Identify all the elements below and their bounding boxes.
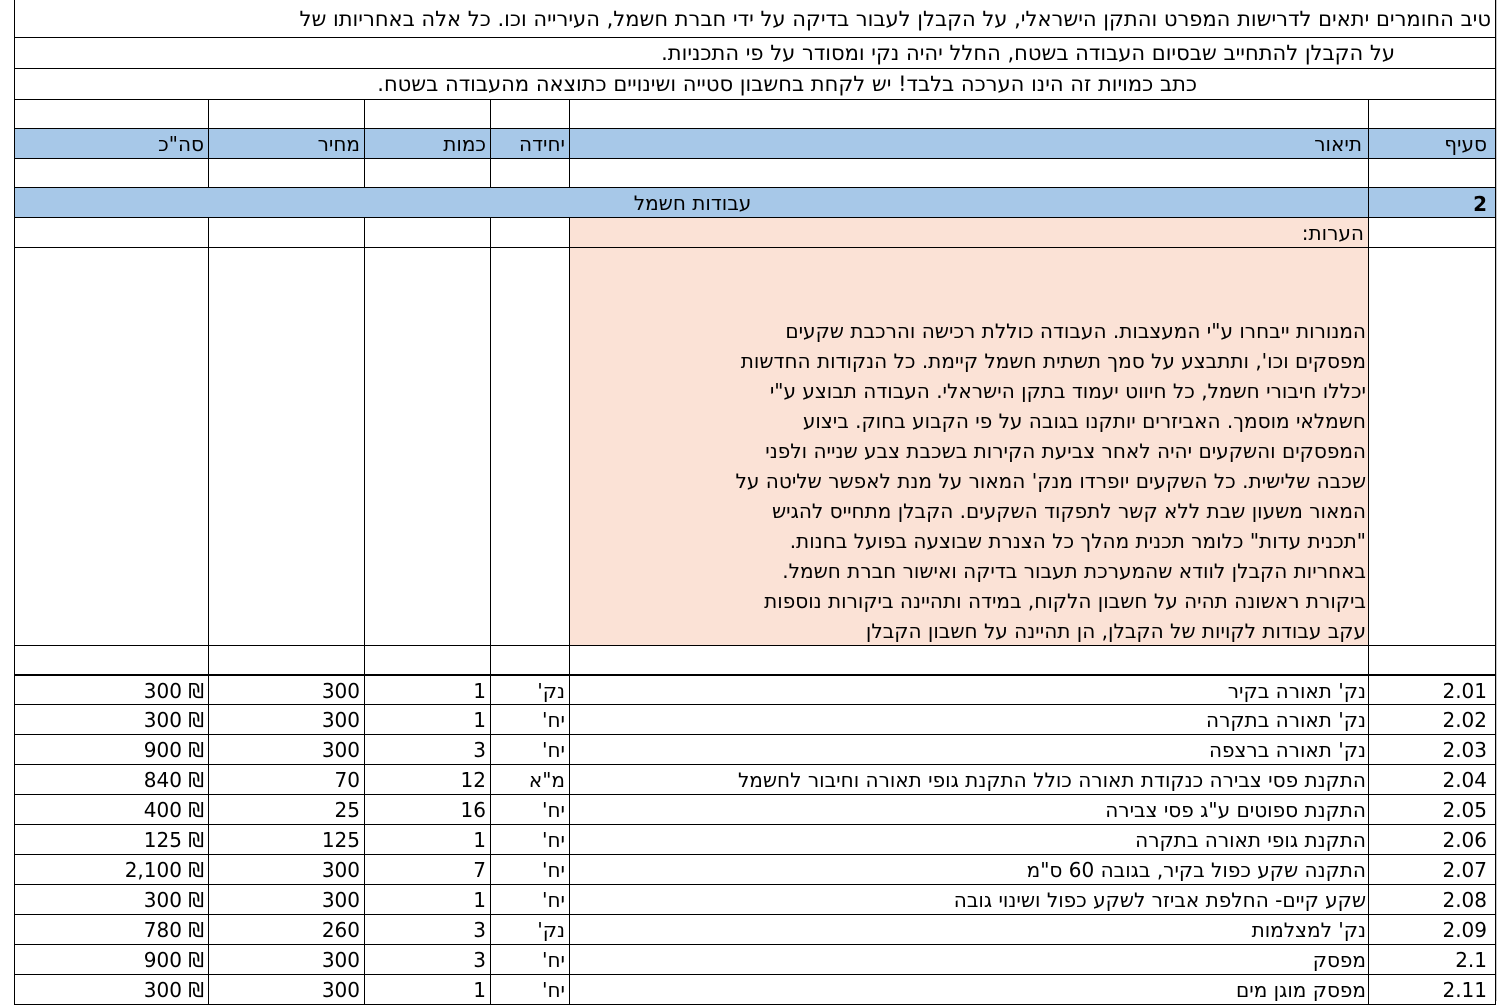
cell-description[interactable] [570,765,1369,795]
cell[interactable] [491,218,570,248]
cell[interactable] [209,100,365,129]
cell[interactable] [14,159,209,188]
item-section: 2.11 [1442,978,1487,1002]
empty-row [0,646,1500,675]
cell[interactable] [1369,646,1496,675]
notes-line: חשמלאי מוסמך. האביזרים יותקנו בגובה על פי הקבוע בחוק. ביצוע [802,409,1366,433]
cell[interactable] [14,248,209,646]
table-row [0,705,1500,735]
intro-line-2: על הקבלן להתחייב שבסיום העבודה בשטח, החלל יהיה נקי ומסודר על פי התכניות. [661,41,1395,65]
notes-line: "תכנית עדות" כלומר תכנית מהלך כל הצנרת שבוצעה בפועל בחנות. [789,529,1366,553]
item-quantity: 7 [473,858,486,882]
notes-line: עקב עבודות לקויות של הקבלן, הן תהיינה על חשבון הקבלן [865,619,1366,643]
item-unit: יח' [541,858,565,882]
item-price: 300 [321,978,360,1002]
cell-quantity[interactable] [365,945,491,975]
header-total-label: סה"כ [158,132,204,156]
intro-cell-3[interactable] [14,69,1496,100]
cell-total[interactable] [14,885,209,915]
item-price: 70 [334,768,360,792]
item-section: 2.01 [1442,679,1487,703]
cell-quantity[interactable] [365,855,491,885]
cell-description[interactable] [570,945,1369,975]
cell[interactable] [570,646,1369,675]
cell-price[interactable] [209,765,365,795]
notes-line: ביקורת ראשונה תהיה על חשבון הלקוח, במידה ותהיינה ביקורות נוספות [764,589,1366,613]
empty-row [0,159,1500,188]
cell-unit[interactable] [491,855,570,885]
notes-line: המנורות ייבחרו ע"י המעצבות. העבודה כוללת רכישה והרכבת שקעים [785,319,1366,343]
cell-quantity[interactable] [365,675,491,705]
table-row [0,915,1500,945]
cell[interactable] [365,218,491,248]
header-quantity-label: כמות [443,132,486,156]
cell-price[interactable] [209,915,365,945]
item-description: שקע קיים- החלפת אביזר לשקע כפול ושינוי גובה [953,888,1366,912]
cell[interactable] [14,646,209,675]
notes-line: יכללו חיבורי חשמל, כל חיווט יעמוד בתקן הישראלי. העבודה תבוצע ע"י [769,379,1366,403]
cell-price[interactable] [209,675,365,705]
cell-section[interactable] [1369,915,1496,945]
item-quantity: 3 [473,948,486,972]
cell-quantity[interactable] [365,735,491,765]
cell-unit[interactable] [491,675,570,705]
item-quantity: 1 [473,888,486,912]
item-section: 2.04 [1442,768,1487,792]
cell-quantity[interactable] [365,795,491,825]
cell-total[interactable] [14,705,209,735]
item-price: 300 [321,948,360,972]
category-row [0,188,1500,218]
cell-section[interactable] [1369,885,1496,915]
item-description: התקנת ספוטים ע"ג פסי צבירה [1105,798,1366,822]
item-price: 300 [321,858,360,882]
item-price: 260 [321,918,360,942]
cell-total[interactable] [14,945,209,975]
item-section: 2.06 [1442,828,1487,852]
item-quantity: 1 [473,708,486,732]
header-section[interactable] [1369,129,1496,159]
cell-quantity[interactable] [365,825,491,855]
cell[interactable] [209,218,365,248]
item-total: ₪ 900 [143,738,204,762]
cell-unit[interactable] [491,705,570,735]
cell[interactable] [14,100,209,129]
table-row [0,675,1500,705]
table-row [0,735,1500,765]
notes-line: המפסקים והשקעים יהיה לאחר צביעת הקירות בשכבת צבע שנייה ולפני [765,439,1366,463]
item-total: ₪ 2,100 [124,858,204,882]
item-unit: יח' [541,828,565,852]
cell-price[interactable] [209,945,365,975]
intro-row-3[interactable] [0,69,1500,100]
item-price: 25 [334,798,360,822]
header-price-label: מחיר [317,132,360,156]
intro-cell-2[interactable] [14,38,1496,69]
cell-description[interactable] [570,825,1369,855]
item-unit: מ"א [528,768,565,792]
cell-description[interactable] [570,675,1369,705]
empty-row [0,100,1500,129]
table-row [0,945,1500,975]
notes-line: מפסקים וכו', ותתבצע על סמך תשתית חשמל קיימת. כל הנקודות החדשות [740,349,1366,373]
item-section: 2.07 [1442,858,1487,882]
item-quantity: 3 [473,738,486,762]
item-quantity: 1 [473,828,486,852]
cell-price[interactable] [209,825,365,855]
cell-total[interactable] [14,735,209,765]
notes-title-row [0,218,1500,248]
notes-line: באחריות הקבלן לוודא שהמערכת תעבור בדיקה ואישור חברת חשמל. [782,559,1366,583]
item-total: ₪ 400 [143,798,204,822]
cell-description[interactable] [570,705,1369,735]
cell-section[interactable] [1369,765,1496,795]
cell-section[interactable] [1369,705,1496,735]
cell-description[interactable] [570,795,1369,825]
cell-unit[interactable] [491,765,570,795]
item-total: ₪ 300 [143,708,204,732]
item-price: 300 [321,888,360,912]
cell-total[interactable] [14,675,209,705]
header-unit-label: יחידה [519,132,565,156]
cell-unit[interactable] [491,825,570,855]
item-section: 2.1 [1455,948,1487,972]
table-row [0,885,1500,915]
cell-price[interactable] [209,795,365,825]
cell-description[interactable] [570,855,1369,885]
category-title-cell[interactable] [14,188,1369,218]
cell[interactable] [209,248,365,646]
item-description: התקנה שקע כפול בקיר, בגובה 60 ס"מ [1026,858,1366,882]
cell-price[interactable] [209,705,365,735]
header-description[interactable] [570,129,1369,159]
cell-section[interactable] [1369,795,1496,825]
item-quantity: 16 [460,798,486,822]
item-quantity: 12 [460,768,486,792]
item-total: ₪ 125 [143,828,204,852]
item-total: ₪ 300 [143,679,204,703]
item-unit: נק' [537,679,565,703]
cell-section[interactable] [1369,945,1496,975]
item-price: 300 [321,679,360,703]
cell-quantity[interactable] [365,705,491,735]
cell-total[interactable] [14,915,209,945]
item-section: 2.08 [1442,888,1487,912]
cell-description[interactable] [570,885,1369,915]
item-unit: יח' [541,708,565,732]
cell[interactable] [365,159,491,188]
cell-section[interactable] [1369,825,1496,855]
category-number: 2 [1473,192,1487,216]
item-unit: יח' [541,948,565,972]
cell[interactable] [209,646,365,675]
item-section: 2.02 [1442,708,1487,732]
cell-quantity[interactable] [365,885,491,915]
item-unit: יח' [541,888,565,912]
item-section: 2.05 [1442,798,1487,822]
cell[interactable] [491,646,570,675]
header-total[interactable] [14,129,209,159]
category-title: עבודות חשמל [633,191,752,215]
cell-price[interactable] [209,855,365,885]
item-total: ₪ 900 [143,948,204,972]
item-description: נק' תאורה בקיר [1227,679,1366,703]
cell[interactable] [1369,159,1496,188]
header-unit[interactable] [491,129,570,159]
intro-row-2[interactable] [0,38,1500,69]
cell-section[interactable] [1369,735,1496,765]
cell[interactable] [491,159,570,188]
item-description: התקנת פסי צבירה כנקודת תאורה כולל התקנת גופי תאורה וחיבור לחשמל [737,768,1366,792]
item-total: ₪ 780 [143,918,204,942]
item-description: נק' למצלמות [1251,918,1366,942]
cell[interactable] [570,100,1369,129]
item-unit: יח' [541,978,565,1002]
intro-line-1: טיב החומרים יתאים לדרישות המפרט והתקן הישראלי, על הקבלן לעבור בדיקה על ידי חברת חשמל, העירייה וכו. כל אלה באחריותו של [299,7,1491,31]
cell-total[interactable] [14,765,209,795]
cell[interactable] [365,100,491,129]
notes-line: שכבה שלישית. כל השקעים יופרדו מנק' המאור על מנת לאפשר שליטה על [735,469,1366,493]
item-price: 300 [321,708,360,732]
item-description: נק' תאורה בתקרה [1206,708,1366,732]
cell[interactable] [491,100,570,129]
cell[interactable] [365,248,491,646]
item-unit: יח' [541,738,565,762]
intro-row-1[interactable] [0,0,1500,38]
notes-line: המאור משעון שבת ללא קשר לתפקוד השקעים. הקבלן מתחייס להגיש [771,499,1366,523]
cell[interactable] [570,159,1369,188]
cell-unit[interactable] [491,885,570,915]
table-row [0,825,1500,855]
cell[interactable] [1369,218,1496,248]
cell[interactable] [1369,100,1496,129]
item-unit: יח' [541,798,565,822]
item-total: ₪ 840 [143,768,204,792]
cell[interactable] [1369,248,1496,646]
notes-title: הערות: [1301,221,1364,245]
header-row [0,129,1500,159]
cell-description[interactable] [570,915,1369,945]
item-description: התקנת גופי תאורה בתקרה [1135,828,1366,852]
cell-quantity[interactable] [365,765,491,795]
item-price: 125 [321,828,360,852]
notes-title-cell[interactable] [570,218,1369,248]
cell-total[interactable] [14,825,209,855]
cell-unit[interactable] [491,795,570,825]
header-description-label: תיאור [1314,132,1362,156]
notes-body-cell[interactable] [570,248,1369,646]
item-price: 300 [321,738,360,762]
notes-body-row [0,248,1500,646]
item-unit: נק' [537,918,565,942]
cell-unit[interactable] [491,735,570,765]
item-quantity: 1 [473,679,486,703]
item-section: 2.03 [1442,738,1487,762]
cell[interactable] [14,218,209,248]
cell-price[interactable] [209,735,365,765]
cell[interactable] [365,646,491,675]
cell[interactable] [209,159,365,188]
cell-price[interactable] [209,885,365,915]
item-description: מפסק [1312,948,1366,972]
item-section: 2.09 [1442,918,1487,942]
cell-quantity[interactable] [365,915,491,945]
intro-line-3: כתב כמויות זה הינו הערכה בלבד! יש לקחת בחשבון סטייה ושינויים כתוצאה מהעבודה בשטח. [377,72,1197,96]
header-quantity[interactable] [365,129,491,159]
intro-cell-1[interactable] [14,0,1496,38]
table-row [0,795,1500,825]
item-description: מפסק מוגן מים [1235,978,1366,1002]
table-row [0,765,1500,795]
cell-total[interactable] [14,795,209,825]
notes-text [736,316,1366,646]
category-number-cell[interactable] [1369,188,1496,218]
item-quantity: 1 [473,978,486,1002]
cell-description[interactable] [570,735,1369,765]
cell[interactable] [491,248,570,646]
item-total: ₪ 300 [143,978,204,1002]
cell-total[interactable] [14,855,209,885]
item-description: נק' תאורה ברצפה [1208,738,1366,762]
header-price[interactable] [209,129,365,159]
table-row [0,855,1500,885]
cell-unit[interactable] [491,945,570,975]
item-quantity: 3 [473,918,486,942]
item-total: ₪ 300 [143,888,204,912]
cell-section[interactable] [1369,855,1496,885]
cell-unit[interactable] [491,915,570,945]
header-section-label: סעיף [1444,132,1487,156]
cell-section[interactable] [1369,675,1496,705]
